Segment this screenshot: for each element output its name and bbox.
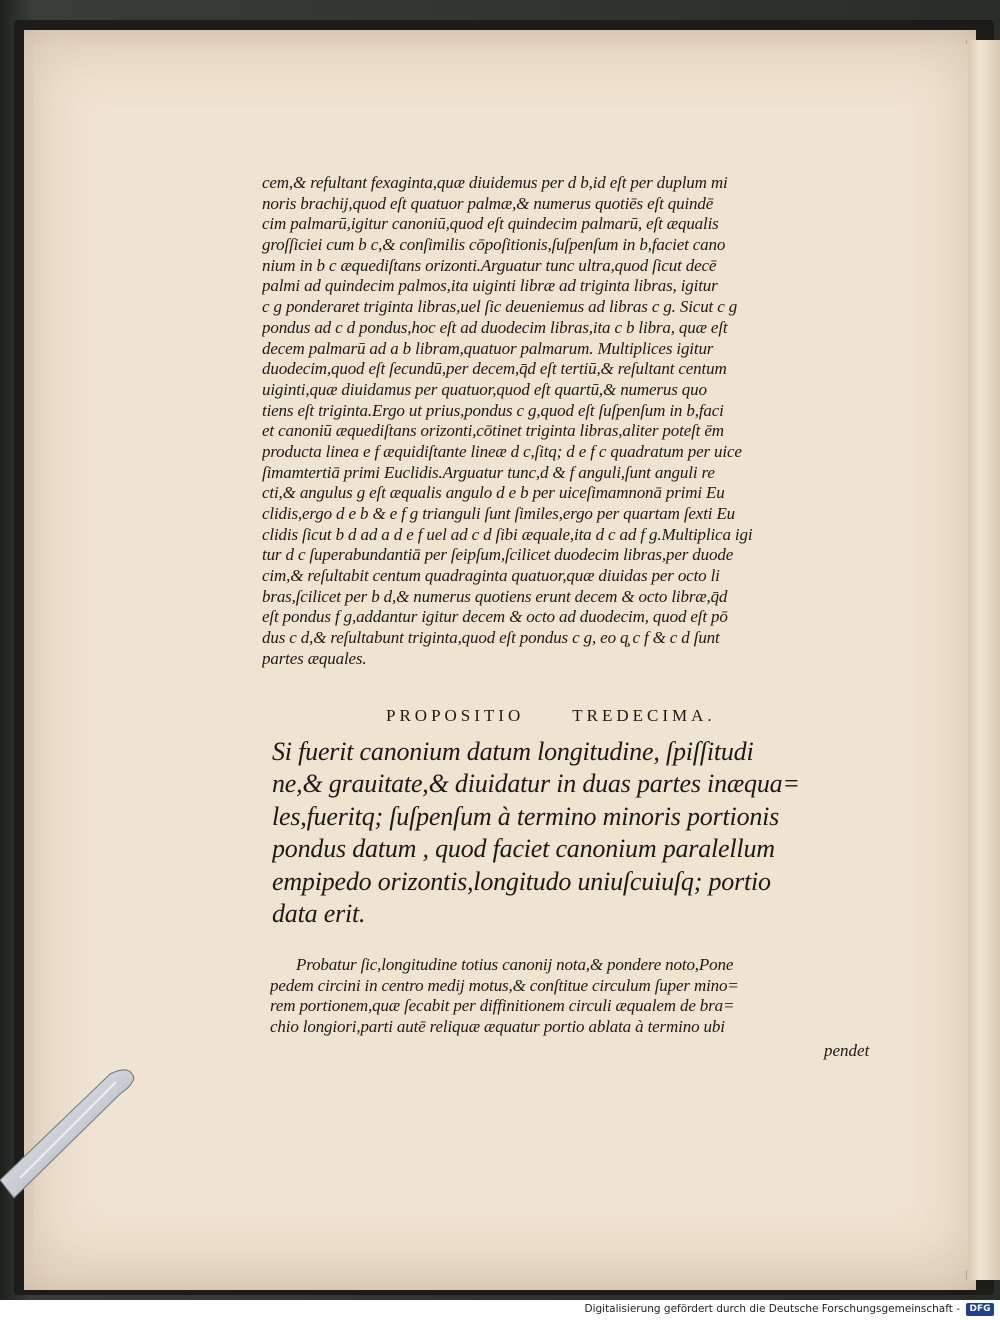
text-line: clidis,ergo d e b & e f g trianguli ſunt ſimiles,ergo per quartam ſexti Eu [262,504,736,523]
text-line: duodecim,quod eſt ſecundū,per decem,q̄d eſt tertiū,& reſultant centum [262,359,727,379]
text-line: tiens eſt triginta.Ergo ut prius,pondus c g,quod eſt ſuſpenſum in b,faci [262,400,724,420]
text-line: pondus ad c d pondus,hoc eſt ad duodecim libras,ita c b libra, quæ eſt [262,317,728,337]
heading-word: PROPOSITIO [386,706,525,725]
page-pointer-tool [0,1060,150,1200]
proof-line: pedem circini in centro medij motus,& conſtitue circulum ſuper mino= [270,975,739,995]
proof-line: chio longiori,parti autē reliquæ æquatur portio ablata à termino ubi [270,1017,725,1037]
text-line: cti,& angulus g eſt æqualis angulo d e b per uiceſimamnonā primi Eu [262,483,725,503]
proposition-line: data erit. [272,898,366,928]
text-line: groſſiciei cum b c,& conſimilis cōpoſitionis,ſuſpenſum in b,faciet cano [262,235,726,255]
text-line: noris brachij,quod eſt quatuor palmæ,& numerus quotiēs eſt quindē [262,193,714,213]
text-line: uiginti,quæ diuidamus per quatuor,quod eſt quartū,& numerus quo [262,379,707,399]
proposition-line: empipedo orizontis,longitudo uniuſcuiuſq; portio [272,866,771,896]
proof-line: Probatur ſic,longitudine totius canonij nota,& pondere noto,Pone [296,955,734,974]
proof-text [270,955,882,1038]
text-line: palmi ad quindecim palmos,ita uiginti libræ ad triginta libras, igitur [262,276,718,296]
funding-credit: Digitalisierung gefördert durch die Deutsche Forschungsgemeinschaft - [584,1303,960,1315]
proposition-line: pondus datum , quod faciet canonium paralellum [272,834,775,864]
text-line: ſimamtertiā primi Euclidis.Arguatur tunc,d & f anguli,ſunt anguli re [262,462,715,482]
text-line: tur d c ſuperabundantiā per ſeipſum,ſcilicet duodecim libras,per duode [262,545,734,565]
text-line: eſt pondus f g,addantur igitur decem & octo ad duodecim, quod eſt pō [262,607,728,627]
footer-bar [0,1300,1000,1320]
text-line: et canoniū æquediſtans orizonti,cōtinet triginta libras,aliter poteſt ēm [262,421,724,441]
proposition-line: les,fueritq; ſuſpenſum à termino minoris portionis [272,801,780,831]
proof-line: rem portionem,quæ ſecabit per diffinitionem circuli æqualem de bra= [270,996,735,1016]
proposition-line: ne,& grauitate,& diuidatur in duas partes inæqua= [272,769,800,799]
text-line: c g ponderaret triginta libras,uel ſic deueniemus ad libras c g. Sicut c g [262,297,738,317]
catchword: pendet [824,1041,870,1060]
text-line: partes æquales. [262,648,367,668]
dfg-logo: DFG [966,1303,994,1316]
heading-word: TREDECIMA. [572,706,716,725]
text-line: producta linea e f æquidiſtante lineæ d c,ſitq; d e f c quadratum per uice [262,441,742,461]
text-line: cim palmarū,igitur canoniū,quod eſt quindecim palmarū, eſt æqualis [262,214,719,234]
text-line: dus c d,& reſultabunt triginta,quod eſt pondus c g, eo q̧ c f & c d ſunt [262,628,720,648]
text-line: bras,ſcilicet per b d,& numerus quotiens erunt decem & octo libræ,q̄d [262,586,728,606]
text-line: clidis ſicut b d ad a d e f uel ad c d ſibi æquale,ita d c ad f g.Multiplica igi [262,524,753,544]
proposition-heading [386,706,806,726]
body-text [262,173,888,670]
text-line: cim,& reſultabit centum quadraginta quatuor,quæ diuidas per octo li [262,566,720,586]
proposition-line: Si fuerit canonium datum longitudine, ſpiſſitudi [272,737,754,766]
proposition-statement [272,736,882,930]
text-line: nium in b c æquediſtans orizonti.Arguatur tunc ultra,quod ſicut decē [262,255,717,275]
page-fore-edge [966,40,1000,1280]
text-line: cem,& refultant fexaginta,quæ diuidemus per d b,id eſt per duplum mi [262,173,728,192]
text-line: decem palmarū ad a b libram,quatuor palmarum. Multiplices igitur [262,338,714,358]
